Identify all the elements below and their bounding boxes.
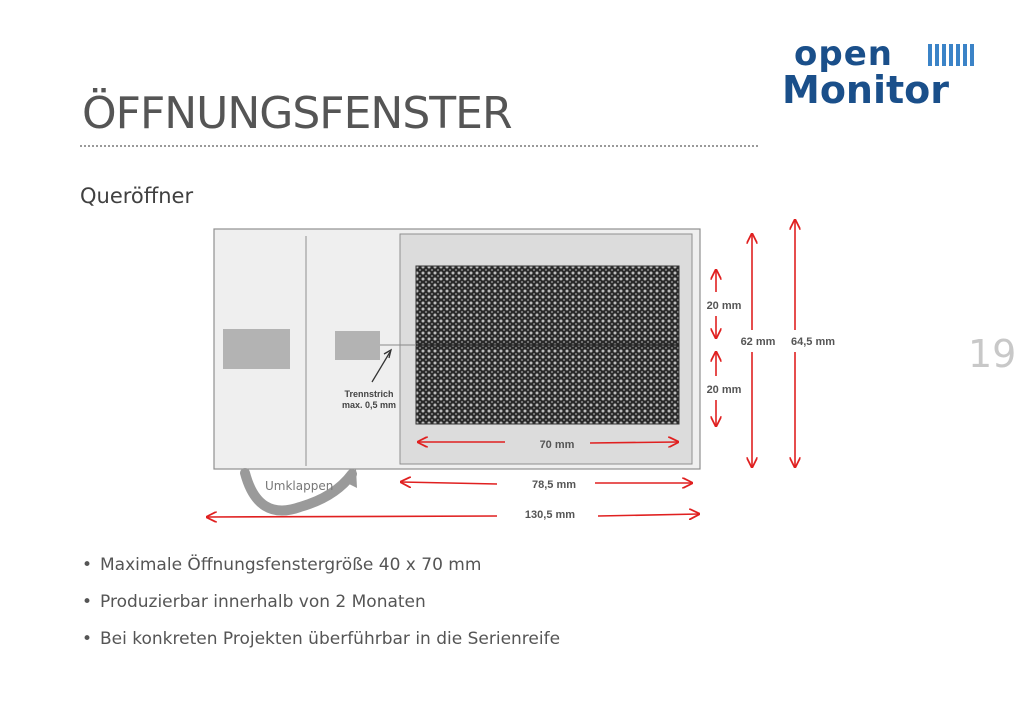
dim-label-70: 70 mm xyxy=(539,439,575,451)
dim-label-20-top: 20 mm xyxy=(706,300,742,312)
bullet-item-series-production: • Bei konkreten Projekten überführbar in die Serienreife xyxy=(82,626,560,663)
dim-arrow-130-5-left xyxy=(207,516,497,517)
bullet-list xyxy=(82,552,560,663)
page-number: 19 xyxy=(968,332,1017,376)
dim-arrow-130-5-right xyxy=(598,514,699,516)
dim-label-20-bottom: 20 mm xyxy=(706,384,742,396)
slide-subtitle: Queröffner xyxy=(80,184,194,208)
dim-label-130-5: 130,5 mm xyxy=(524,509,576,521)
logo-text-open: open xyxy=(794,34,893,74)
middle-panel-window xyxy=(335,331,380,360)
trennstrich-label-1: Trennstrich xyxy=(344,389,394,399)
logo-text-monitor: Monitor xyxy=(782,68,950,112)
dim-arrow-78-5-left xyxy=(401,482,497,484)
dim-label-64-5: 64,5 mm xyxy=(790,336,836,348)
slide-title: ÖFFNUNGSFENSTER xyxy=(82,88,512,139)
bullet-item-production-time: • Produzierbar innerhalb von 2 Monaten xyxy=(82,589,560,626)
dim-arrow-70-right xyxy=(590,442,678,443)
fold-label: Umklappen xyxy=(265,479,334,493)
trennstrich-label-2: max. 0,5 mm xyxy=(341,400,397,410)
bullet-item-window-size: • Maximale Öffnungsfenstergröße 40 x 70 mm xyxy=(82,552,560,589)
dim-label-78-5: 78,5 mm xyxy=(531,479,577,491)
dim-label-62: 62 mm xyxy=(740,336,776,348)
left-panel-window xyxy=(223,329,290,369)
